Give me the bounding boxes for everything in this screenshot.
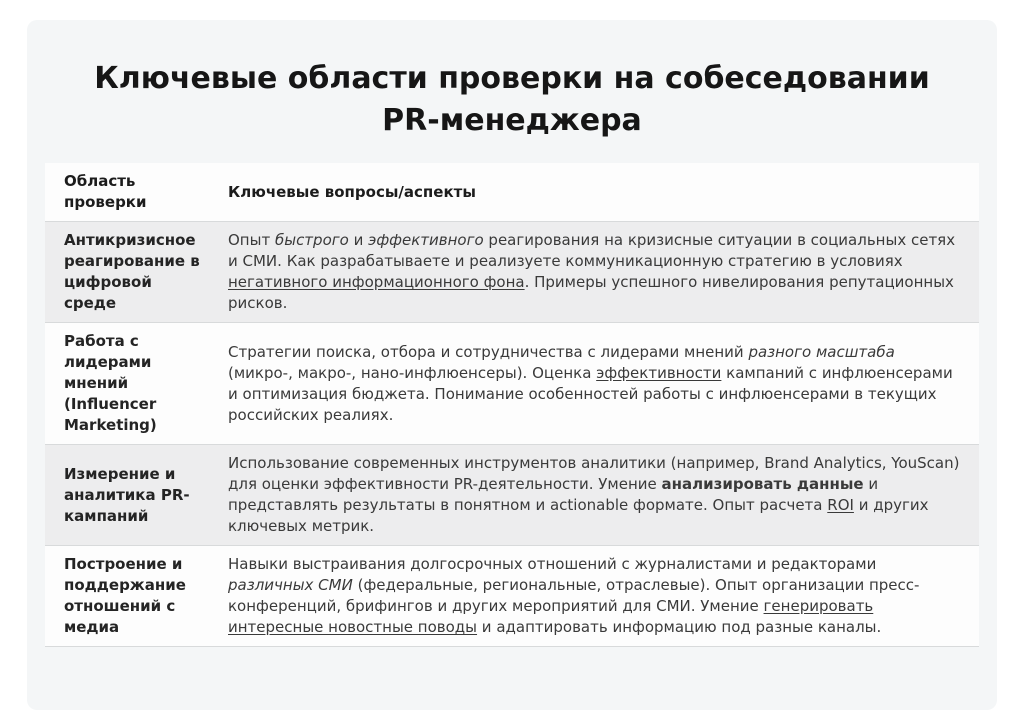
aspects-cell: Стратегии поиска, отбора и сотрудничества с лидерами мнений разного масштаба (микро-, макро-, нано-инфлюенсеры). Оценка эффективности кампаний с инфлюенсерами и оптимизация бюджета. Понимание особенностей работы с инфлюенсерами в текущих российских реалиях. — [228, 342, 953, 424]
aspects-cell: Навыки выстраивания долгосрочных отношений с журналистами и редакторами различных СМИ (федеральные, региональные, отраслевые). Опыт организации пресс-конференций, брифингов и других мероприятий для СМИ. Умение генерировать интересные новостные поводы и адаптировать информацию под разные каналы. — [228, 555, 920, 636]
area-cell: Измерение и аналитика PR-кампаний — [64, 464, 190, 525]
checklist-table — [45, 163, 979, 647]
aspects-cell: Использование современных инструментов аналитики (например, Brand Analytics, YouScan) для оценки эффективности PR-деятельности. Умение анализировать данные и представлять результаты в понятном и actionable формате. Опыт расчета ROI и других ключевых метрик. — [228, 454, 960, 535]
table-row-crisis-response — [45, 222, 979, 323]
table-row-analytics — [45, 445, 979, 546]
table-row-influencer-marketing — [45, 323, 979, 445]
header-aspects-label: Ключевые вопросы/аспекты — [228, 182, 476, 201]
area-cell: Построение и поддержание отношений с медиа — [64, 555, 186, 636]
table-header-row — [45, 163, 979, 222]
table-row-media-relations — [45, 546, 979, 647]
area-cell: Работа с лидерами мнений (Influencer Marketing) — [64, 332, 157, 434]
aspects-cell: Опыт быстрого и эффективного реагирования на кризисные ситуации в социальных сетях и СМИ. Как разрабатываете и реализуете коммуникационную стратегию в условиях негативного информационного фона. Примеры успешного нивелирования репутационных рисков. — [228, 231, 956, 312]
page-title: Ключевые области проверки на собеседовании PR-менеджера — [94, 61, 930, 138]
area-cell: Антикризисное реагирование в цифровой среде — [64, 231, 200, 312]
infographic-card — [27, 20, 997, 710]
header-area-label: Область проверки — [64, 172, 147, 211]
